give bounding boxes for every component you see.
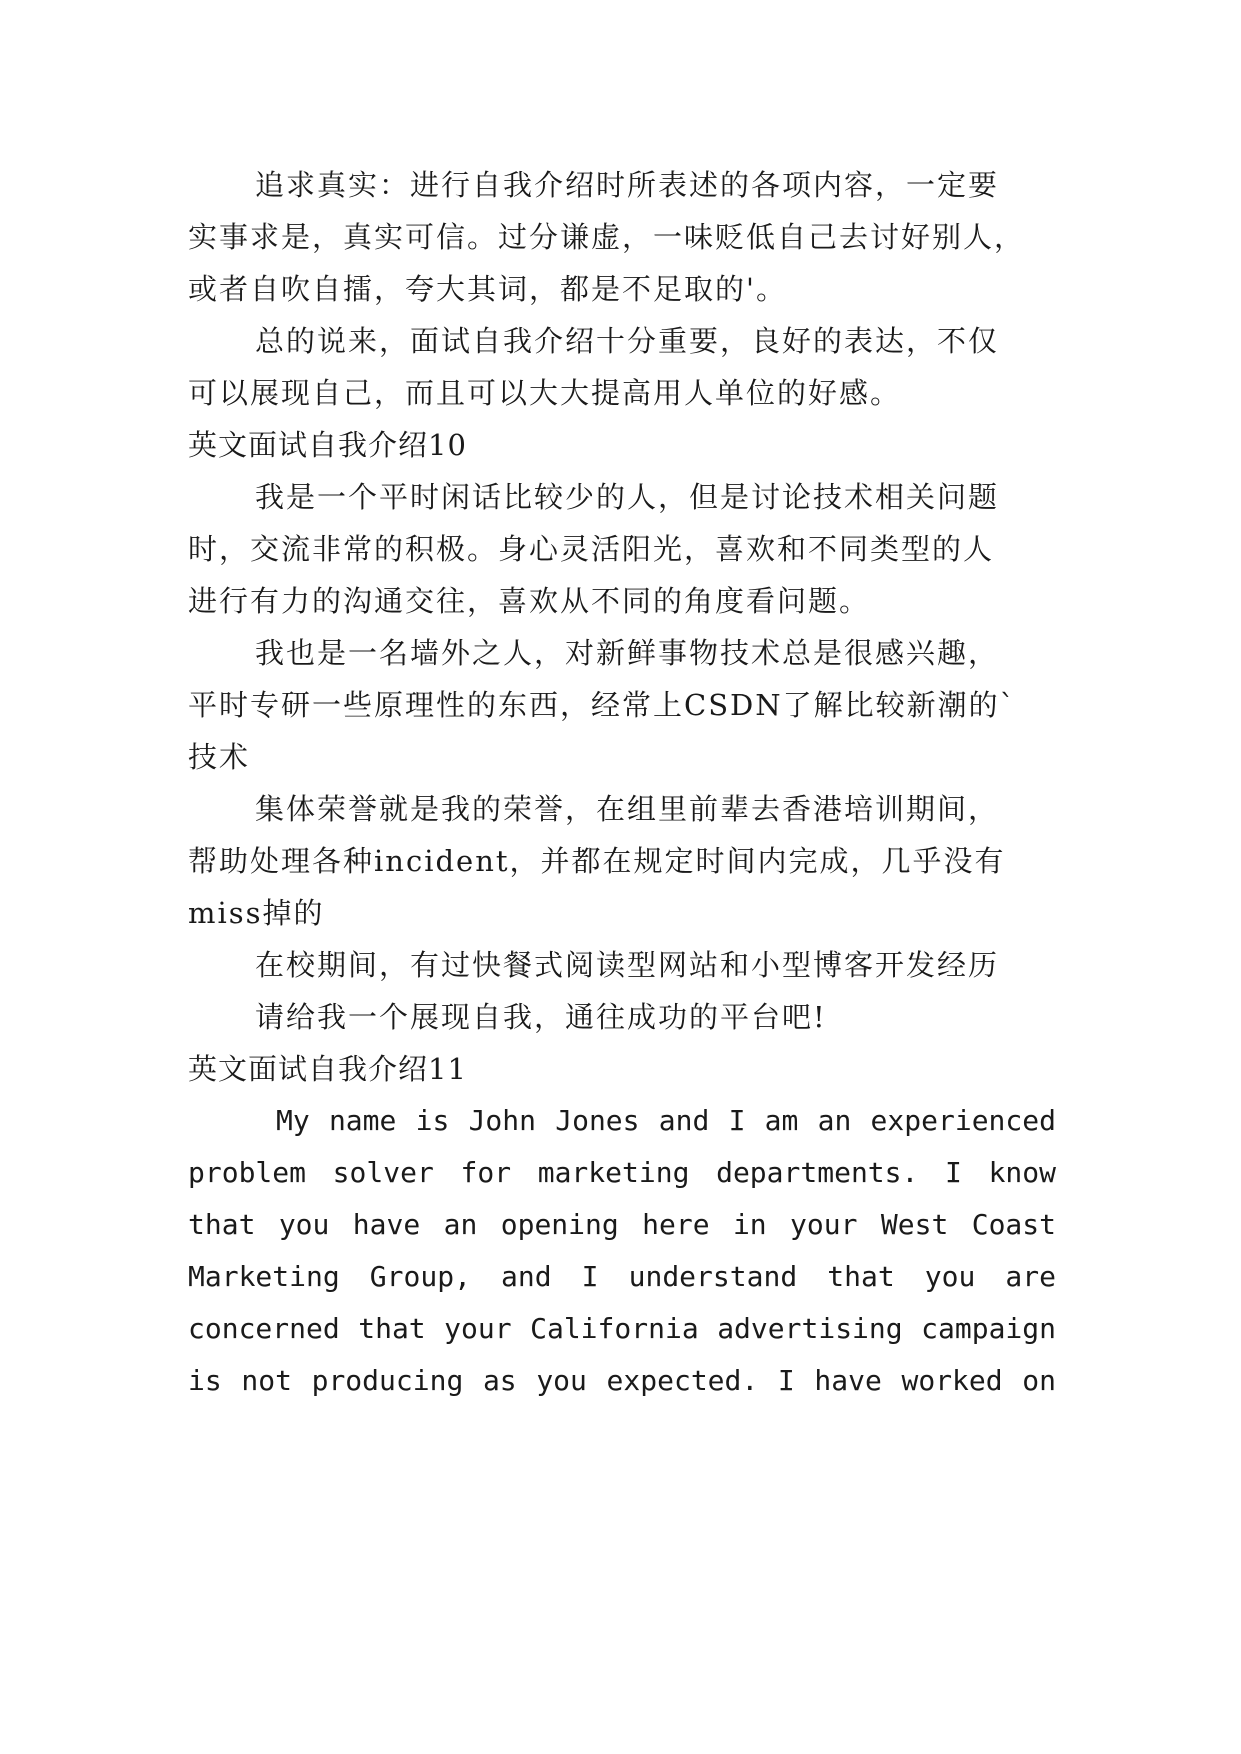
paragraph-line: concerned that your California advertising campaign xyxy=(188,1312,1056,1345)
paragraph-line: 实事求是，真实可信。过分谦虚，一味贬低自己去讨好别人， xyxy=(188,220,1026,254)
paragraph-line: 进行有力的沟通交往，喜欢从不同的角度看问题。 xyxy=(188,584,871,618)
paragraph-line: Marketing Group, and I understand that you are xyxy=(188,1260,1056,1293)
paragraph-line: that you have an opening here in your West Coast xyxy=(188,1208,1056,1241)
paragraph-line: 技术 xyxy=(188,740,251,774)
paragraph-line: 时，交流非常的积极。身心灵活阳光，喜欢和不同类型的人 xyxy=(188,532,995,566)
paragraph-line: 帮助处理各种incident，并都在规定时间内完成，几乎没有 xyxy=(188,844,1006,878)
paragraph-line: 总的说来，面试自我介绍十分重要，良好的表达，不仅 xyxy=(255,324,1000,358)
paragraph-line: My name is John Jones and I am an experienced xyxy=(276,1104,1056,1137)
paragraph-line: 集体荣誉就是我的荣誉，在组里前辈去香港培训期间， xyxy=(255,792,1000,826)
paragraph-line: miss掉的 xyxy=(188,896,325,930)
paragraph-line: 或者自吹自擂，夸大其词，都是不足取的'。 xyxy=(188,272,787,306)
paragraph-line: 我也是一名墙外之人，对新鲜事物技术总是很感兴趣， xyxy=(255,636,1000,670)
paragraph-line: problem solver for marketing departments. I know xyxy=(188,1156,1056,1189)
paragraph-line: 请给我一个展现自我，通往成功的平台吧! xyxy=(255,1000,827,1034)
paragraph-line: 我是一个平时闲话比较少的人，但是讨论技术相关问题 xyxy=(255,480,1000,514)
paragraph-line: is not producing as you expected. I have worked on xyxy=(188,1364,1056,1397)
paragraph-line: 追求真实：进行自我介绍时所表述的各项内容，一定要 xyxy=(255,168,1000,202)
paragraph-line: 在校期间，有过快餐式阅读型网站和小型博客开发经历 xyxy=(255,948,1000,982)
section-heading: 英文面试自我介绍11 xyxy=(188,1052,467,1086)
paragraph-line: 平时专研一些原理性的东西，经常上CSDN了解比较新潮的` xyxy=(188,688,1017,722)
section-heading: 英文面试自我介绍10 xyxy=(188,428,467,462)
paragraph-line: 可以展现自己，而且可以大大提高用人单位的好感。 xyxy=(188,376,902,410)
